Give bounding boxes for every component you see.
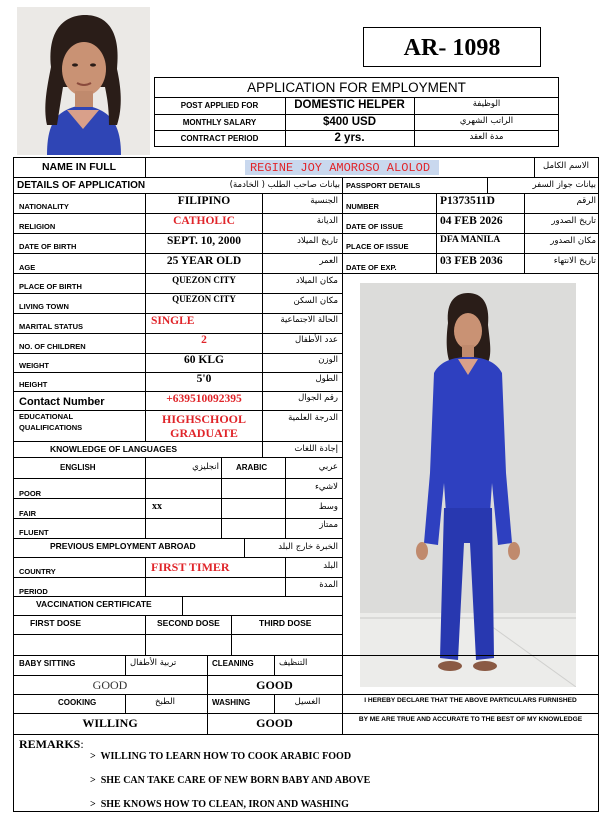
baby-sitting-label: BABY SITTING (19, 659, 76, 668)
education-label-2: QUALIFICATIONS (19, 423, 83, 432)
remarks-label-text: REMARKS (19, 737, 81, 751)
post-applied-label: POST APPLIED FOR (180, 101, 259, 110)
cleaning-value: GOOD (256, 678, 293, 692)
remark-text: WILLING TO LEARN HOW TO COOK ARABIC FOOD (100, 751, 352, 762)
cooking-label: COOKING (58, 698, 97, 707)
cleaning-ar: التنظيف (279, 658, 308, 668)
third-dose-label: THIRD DOSE (259, 618, 312, 628)
issue-place-ar: مكان الصدور (550, 236, 596, 246)
marital-status-ar: الحالة الاجتماعية (280, 315, 338, 325)
reference-number-box (363, 27, 541, 67)
form-title: APPLICATION FOR EMPLOYMENT (247, 80, 466, 95)
remark-text: SHE KNOWS HOW TO CLEAN, IRON AND WASHING (100, 799, 349, 810)
fair-label: FAIR (19, 509, 37, 518)
issue-date-label: DATE OF ISSUE (346, 222, 403, 231)
first-dose-label: FIRST DOSE (30, 618, 82, 628)
nationality-label: NATIONALITY (19, 202, 69, 211)
country-label: COUNTRY (19, 567, 56, 576)
monthly-salary-value: $400 USD (322, 116, 377, 128)
poor-label: POOR (19, 489, 42, 498)
passport-number-label: NUMBER (346, 202, 379, 211)
issue-place-value: DFA MANILA (440, 235, 501, 245)
washing-label: WASHING (212, 698, 251, 707)
full-body-photo (360, 283, 576, 687)
age-value: 25 YEAR OLD (166, 255, 242, 267)
passport-label: PASSPORT DETAILS (346, 181, 421, 190)
post-applied-value: DOMESTIC HELPER (294, 99, 405, 111)
marital-status-value: SINGLE (151, 315, 195, 327)
contract-period-value: 2 yrs. (334, 132, 365, 144)
fair-english-mark: xx (152, 501, 162, 512)
fluent-label: FLUENT (19, 528, 49, 537)
fluent-ar: ممتاز (319, 520, 338, 530)
remarks-label: REMARKS: (19, 737, 84, 751)
headshot-photo (17, 7, 150, 155)
details-label: DETAILS OF APPLICATION (17, 180, 146, 191)
place-of-birth-ar: مكان الميلاد (295, 276, 338, 286)
country-value: FIRST TIMER (151, 560, 230, 574)
name-label: NAME IN FULL (41, 161, 117, 173)
cooking-ar: الطبخ (155, 697, 175, 707)
poor-ar: لاشيء (314, 482, 338, 492)
cooking-value: WILLING (82, 716, 138, 730)
living-town-label: LIVING TOWN (19, 302, 69, 311)
education-ar: الدرجة العلمية (288, 413, 338, 423)
remark-text: SHE CAN TAKE CARE OF NEW BORN BABY AND ABOVE (100, 775, 371, 786)
religion-ar: الديانة (316, 216, 338, 226)
employment-ar: الخبرة خارج البلد (278, 542, 338, 552)
issue-date-value: 04 FEB 2026 (440, 215, 503, 227)
monthly-salary-ar: الراتب الشهري (459, 116, 514, 126)
weight-value: 60 KLG (184, 354, 224, 366)
declaration-line-1: I HEREBY DECLARE THAT THE ABOVE PARTICULARS FURNISHED (364, 697, 577, 704)
nationality-value: FILIPINO (177, 195, 231, 207)
contact-label: Contact Number (19, 396, 105, 408)
height-ar: الطول (315, 374, 338, 384)
remark-item: > SHE CAN TAKE CARE OF NEW BORN BABY AND ABOVE (90, 775, 371, 786)
baby-sitting-value: GOOD (92, 678, 128, 692)
employment-label: PREVIOUS EMPLOYMENT ABROAD (50, 541, 196, 551)
cleaning-label: CLEANING (212, 659, 254, 668)
contact-ar: رقم الجوال (298, 393, 338, 403)
issue-place-label: PLACE OF ISSUE (346, 242, 409, 251)
expiry-date-label: DATE OF EXP. (346, 263, 397, 272)
living-town-value: QUEZON CITY (172, 294, 236, 304)
arabic-label: ARABIC (236, 463, 268, 472)
vaccination-label: VACCINATION CERTIFICATE (36, 599, 152, 609)
children-label: NO. OF CHILDREN (19, 342, 86, 351)
place-of-birth-label: PLACE OF BIRTH (19, 282, 82, 291)
country-ar: البلد (323, 561, 338, 571)
height-label: HEIGHT (19, 380, 48, 389)
post-applied-ar: الوظيفة (472, 99, 501, 109)
dob-value: SEPT. 10, 2000 (167, 235, 241, 247)
languages-label: KNOWLEDGE OF LANGUAGES (50, 444, 178, 454)
contract-period-ar: مدة العقد (469, 132, 504, 142)
expiry-date-value: 03 FEB 2036 (440, 255, 503, 267)
passport-ar: بيانات جواز السفر (532, 180, 596, 190)
passport-number-ar: الرقم (576, 196, 596, 206)
english-ar: انجليزي (192, 462, 219, 472)
remark-item: > SHE KNOWS HOW TO CLEAN, IRON AND WASHING (90, 799, 349, 810)
children-value: 2 (201, 334, 207, 346)
languages-ar: إجادة اللغات (294, 444, 338, 454)
name-ar: الاسم الكامل (543, 161, 589, 171)
living-town-ar: مكان السكن (293, 296, 338, 306)
fair-ar: وسط (318, 502, 338, 512)
age-ar: العمر (319, 256, 338, 266)
dob-label: DATE OF BIRTH (19, 242, 77, 251)
washing-ar: الغسيل (294, 697, 321, 707)
contract-period-label: CONTRACT PERIOD (180, 134, 259, 143)
washing-value: GOOD (256, 716, 293, 730)
monthly-salary-label: MONTHLY SALARY (182, 118, 257, 127)
issue-date-ar: تاريخ الصدور (551, 216, 596, 226)
expiry-date-ar: تاريخ الانتهاء (553, 256, 596, 266)
passport-number-value: P1373511D (440, 195, 495, 207)
arabic-ar: عربي (318, 462, 338, 472)
baby-sitting-ar: تربية الأطفال (130, 658, 177, 668)
remark-item: > WILLING TO LEARN HOW TO COOK ARABIC FOOD (90, 751, 352, 762)
contact-value: +639510092395 (166, 393, 242, 405)
nationality-ar: الجنسية (310, 196, 338, 206)
weight-label: WEIGHT (19, 361, 49, 370)
reference-number: AR- 1098 (403, 35, 501, 61)
english-label: ENGLISH (60, 463, 96, 472)
height-value: 5'0 (196, 373, 212, 385)
dob-ar: تاريخ الميلاد (297, 236, 338, 246)
children-ar: عدد الأطفال (294, 335, 338, 345)
weight-ar: الوزن (318, 355, 338, 365)
religion-label: RELIGION (19, 222, 56, 231)
period-ar: المدة (319, 580, 338, 590)
education-label-1: EDUCATIONAL (19, 412, 74, 421)
name-value: REGINE JOY AMOROSO ALOLOD (249, 161, 431, 175)
period-label: PERIOD (19, 587, 48, 596)
education-value-2: GRADUATE (170, 426, 238, 440)
education-value-1: HIGHSCHOOL (161, 412, 247, 426)
declaration-line-2: BY ME ARE TRUE AND ACCURATE TO THE BEST OF MY KNOWLEDGE (358, 716, 583, 723)
marital-status-label: MARITAL STATUS (19, 322, 84, 331)
details-ar: بيانات صاحب الطلب ( الخادمة) (229, 180, 340, 190)
second-dose-label: SECOND DOSE (157, 618, 220, 628)
age-label: AGE (19, 263, 36, 272)
place-of-birth-value: QUEZON CITY (172, 275, 236, 285)
religion-value: CATHOLIC (173, 215, 235, 227)
